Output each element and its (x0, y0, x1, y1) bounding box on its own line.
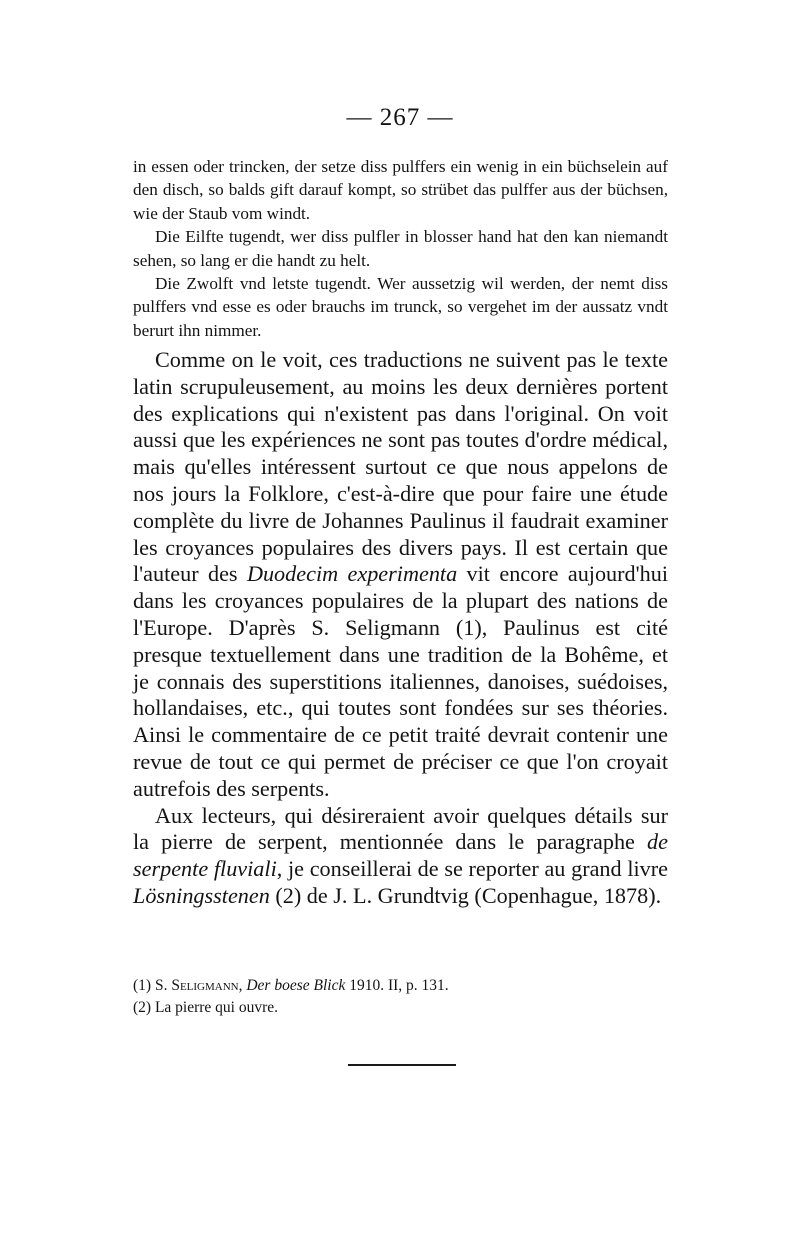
quote-paragraph-2: Die Eilfte tugendt, wer diss pulfler in blosser hand hat den kan niemandt sehen, so lang er die handt zu helt. (133, 227, 668, 270)
body-paragraph-2 (133, 803, 668, 910)
quote-paragraph-1: in essen oder trincken, der setze diss pulffers ein wenig in ein büchselein auf den disch, so balds gift darauf kompt, so strübet das pulffer aus der büchsen, wie der Staub vom windt. (133, 157, 668, 223)
body-p1-title: Duodecim experimenta (246, 561, 458, 587)
main-text (133, 347, 668, 910)
body-p2-title-1: de serpente fluviali (133, 829, 668, 882)
footnote-1-author: S. Seligmann (154, 977, 239, 994)
footnotes (133, 975, 668, 1019)
footnote-1-separator: , (238, 977, 247, 994)
quote-paragraph-3: Die Zwolft vnd letste tugendt. Wer aussetzig wil werden, der nemt diss pulffers vnd esse es oder brauchs im trunck, so vergehet im der aussatz vndt berurt ihn nimmer. (133, 274, 668, 340)
german-quotation (133, 155, 668, 342)
body-p2-title-2: Lösningsstenen (133, 882, 270, 908)
end-rule (348, 1064, 456, 1066)
footnote-1-title: Der boese Blick (246, 977, 346, 994)
body-p1-part-a: Comme on le voit, ces traductions ne suivent pas le texte latin scrupuleusement, au moins les deux dernières portent des explications qui n'existent pas dans l'original. On voit aussi que les expériences ne sont pas toutes d'ordre médical, mais qu'elles intéressent surtout ce que nous appelons de nos jours la Folklore, c'est-à-dire que pour faire une étude complète du livre de Johannes Paulinus il faudrait examiner les croyances populaires des divers pays. Il est certain que l'auteur des (133, 347, 668, 587)
body-p2-part-c: (2) de J. L. Grundtvig (Copenhague, 1878). (269, 882, 662, 908)
page-number: — 267 — (346, 104, 454, 131)
body-paragraph-1 (133, 347, 668, 803)
footnote-1-number: (1) (133, 977, 155, 994)
footnote-1-details: 1910. II, p. 131. (345, 977, 449, 994)
body-p2-part-a: Aux lecteurs, qui désireraient avoir quelques détails sur la pierre de serpent, mentionnée dans le paragraphe (133, 802, 668, 855)
body-p2-part-b: , je conseillerai de se reporter au grand livre (276, 856, 668, 882)
footnote-2: (2) La pierre qui ouvre. (133, 999, 279, 1016)
footnote-1 (133, 975, 668, 997)
body-p1-part-b: vit encore aujourd'hui dans les croyances populaires de la plupart des nations de l'Europe. D'après S. Seligmann (1), Paulinus est cité presque textuellement dans une tradition de la Bohême, et je connais des superstitions italiennes, danoises, suédoises, hollandaises, etc., qui toutes sont fondées sur ses théories. Ainsi le commentaire de ce petit traité devrait contenir une revue de tout ce qui permet de préciser ce que l'on croyait autrefois des serpents. (133, 561, 668, 801)
